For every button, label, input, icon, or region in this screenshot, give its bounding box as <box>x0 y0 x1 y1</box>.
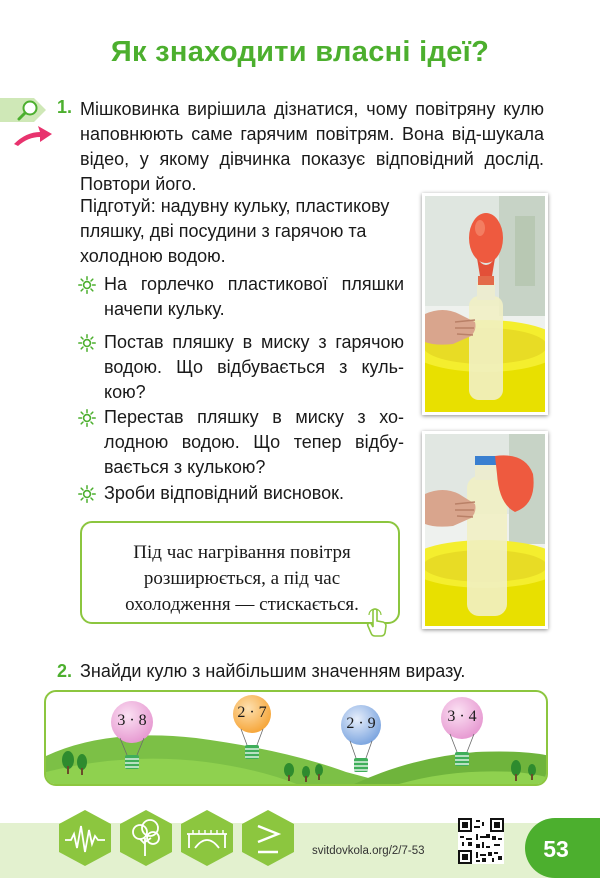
step-text: На горлечко пластикової пляшки начепи кульку. <box>104 274 404 319</box>
balloon[interactable] <box>340 704 382 780</box>
task-text: Мішковинка вирішила дізнатися, чому повітряну кулю наповнюють саме гарячим повітрям. Вона від-шукала відео, у якому дівчинка показує відповідний дослід. Повтори його. <box>80 99 544 194</box>
page-number: 53 <box>525 818 587 878</box>
sun-bullet-icon <box>78 276 96 294</box>
balloon-panel <box>44 690 548 786</box>
site-link[interactable]: svitdovkola.org/2/7-53 <box>312 845 425 857</box>
balloon-expression: 2 · 7 <box>237 704 267 721</box>
prepare-text: Підготуй: надувну кульку, пластикову пляшку, дві посудини з гарячою та холодною водою. <box>80 196 390 266</box>
compare-icon <box>240 808 296 868</box>
task-number: 2. <box>57 661 73 681</box>
balloon-expression: 3 · 8 <box>117 712 147 729</box>
conclusion-box <box>80 521 400 624</box>
task-text: Знайди кулю з найбільшим значенням виразу. <box>80 661 466 681</box>
experiment-photo-hot <box>422 193 548 415</box>
pointing-hand-icon <box>364 608 390 638</box>
conclusion-text: Під час нагрівання повітря розширюється, а під час охолодження — стискається. <box>125 542 359 615</box>
sun-bullet-icon <box>78 409 96 427</box>
experiment-photo-cold <box>422 431 548 629</box>
balloon-expression: 2 · 9 <box>346 715 376 732</box>
step-text: Постав пляшку в миску з гарячою водою. Що відбувається з куль-кою? <box>104 332 404 402</box>
balloon[interactable] <box>110 700 154 776</box>
tree-icon <box>118 808 174 868</box>
qr-code-icon[interactable] <box>458 818 504 864</box>
page-title: Як знаходити власні ідеї? <box>110 36 490 68</box>
magnifier-icon <box>0 95 48 125</box>
balloon-expression: 3 · 4 <box>447 708 477 725</box>
arrow-icon <box>12 122 54 148</box>
task-number: 1. <box>57 97 73 117</box>
bridge-icon <box>179 808 235 868</box>
step-text: Перестав пляшку в миску з хо-лодною водою. Що тепер відбу-вається з кулькою? <box>104 407 404 477</box>
step-text: Зроби відповідний висновок. <box>104 483 345 503</box>
balloon[interactable] <box>440 696 484 776</box>
soundwave-icon <box>57 808 113 868</box>
balloon[interactable] <box>232 694 272 764</box>
sun-bullet-icon <box>78 334 96 352</box>
sun-bullet-icon <box>78 485 96 503</box>
